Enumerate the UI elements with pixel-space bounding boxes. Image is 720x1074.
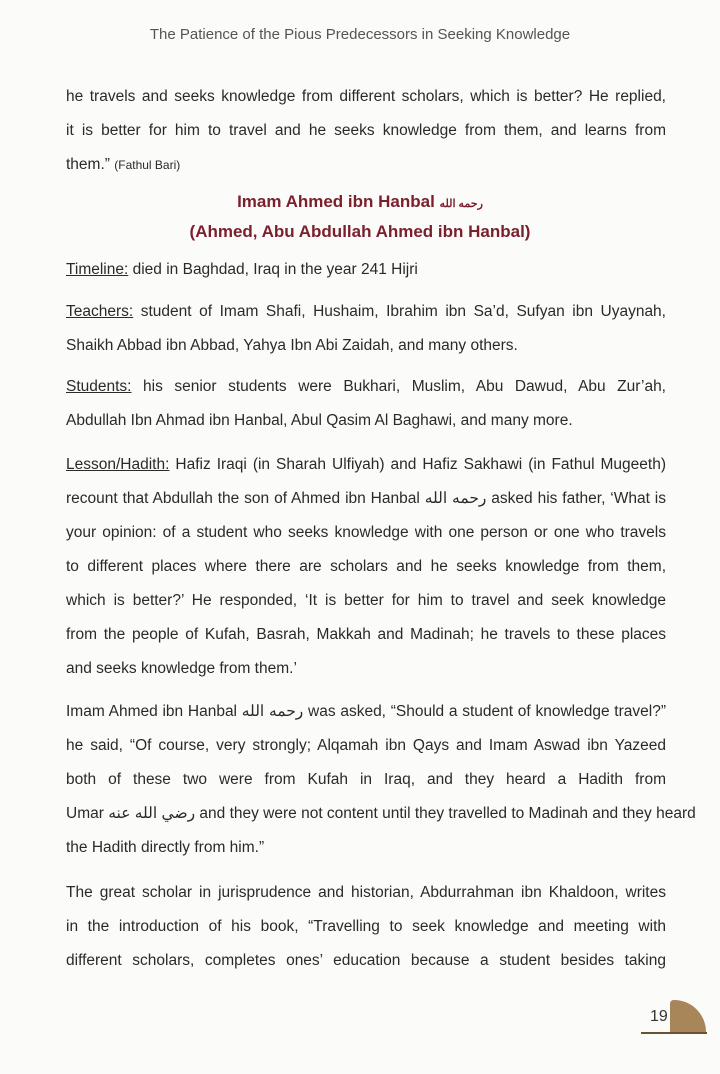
text-line: from the people of Kufah, Basrah, Makkah and Madinah; he travels to these places: [66, 626, 666, 643]
text-line: Shaikh Abbad ibn Abbad, Yahya Ibn Abi Zaidah, and many others.: [66, 337, 518, 354]
text-line: to different places where there are scholars and he seeks knowledge from them,: [66, 558, 666, 575]
text-line: he said, “Of course, very strongly; Alqamah ibn Qays and Imam Aswad ibn Yazeed: [66, 737, 666, 754]
section-heading: [0, 192, 720, 212]
page-corner-tab: [670, 1000, 706, 1032]
text-line: and seeks knowledge from them.’: [66, 660, 297, 677]
heading-text: Imam Ahmed ibn Hanbal: [237, 192, 435, 211]
text: Hafiz Iraqi (in Sharah Ulfiyah) and Hafiz Sakhawi (in Fathul Mugeeth): [169, 456, 666, 473]
text-line: your opinion: of a student who seeks knowledge with one person or one who travels: [66, 524, 666, 541]
text-line: [66, 295, 666, 329]
text-line: Abdullah Ibn Ahmad ibn Hanbal, Abul Qasim Al Baghawi, and many more.: [66, 412, 573, 429]
teachers-paragraph: [66, 295, 666, 363]
travel-paragraph: [66, 695, 696, 865]
text: his senior students were Bukhari, Muslim, Abu Dawud, Abu Zur’ah,: [131, 378, 666, 395]
honorific: رحمه الله: [439, 198, 483, 210]
label: Timeline:: [66, 261, 129, 278]
text: died in Baghdad, Iraq in the year 241 Hijri: [128, 261, 418, 278]
citation: (Fathul Bari): [114, 158, 181, 172]
text-line: Imam Ahmed ibn Hanbal رحمه الله was asked, “Should a student of knowledge travel?”: [66, 703, 666, 720]
text: student of Imam Shafi, Hushaim, Ibrahim ibn Sa’d, Sufyan ibn Uyaynah,: [133, 303, 666, 320]
text-line: Umar رضي الله عنه and they were not content until they travelled to Madinah and they heard: [66, 805, 696, 822]
text-line: in the introduction of his book, “Travelling to seek knowledge and meeting with: [66, 918, 666, 935]
text-line: which is better?’ He responded, ‘It is better for him to travel and seek knowledge: [66, 592, 666, 609]
text: them.”: [66, 156, 110, 173]
label: Teachers:: [66, 303, 134, 320]
text-line: he travels and seeks knowledge from different scholars, which is better? He replied,: [66, 88, 666, 105]
text-line: both of these two were from Kufah in Iraq, and they heard a Hadith from: [66, 771, 666, 788]
text-line: the Hadith directly from him.”: [66, 839, 265, 856]
text-line: [66, 253, 666, 287]
khaldoon-paragraph: [66, 876, 666, 978]
text-line: [66, 148, 666, 182]
footer-rule: [641, 1032, 707, 1034]
label: Students:: [66, 378, 132, 395]
intro-paragraph: [66, 80, 666, 182]
section-subheading: (Ahmed, Abu Abdullah Ahmed ibn Hanbal): [189, 222, 531, 241]
students-paragraph: [66, 370, 666, 438]
page-number: 19: [650, 1008, 668, 1025]
text-line: [66, 370, 666, 404]
text-line: different scholars, completes ones’ education because a student besides taking: [66, 952, 666, 969]
text-line: [66, 448, 666, 482]
label: Lesson/Hadith:: [66, 456, 170, 473]
timeline-paragraph: [66, 253, 666, 287]
text-line: The great scholar in jurisprudence and historian, Abdurrahman ibn Khaldoon, writes: [66, 884, 666, 901]
text-line: recount that Abdullah the son of Ahmed ibn Hanbal رحمه الله asked his father, ‘What is: [66, 490, 666, 507]
text-line: it is better for him to travel and he seeks knowledge from them, and learns from: [66, 122, 666, 139]
lesson-paragraph: [66, 448, 666, 686]
running-header: The Patience of the Pious Predecessors in Seeking Knowledge: [149, 26, 571, 43]
